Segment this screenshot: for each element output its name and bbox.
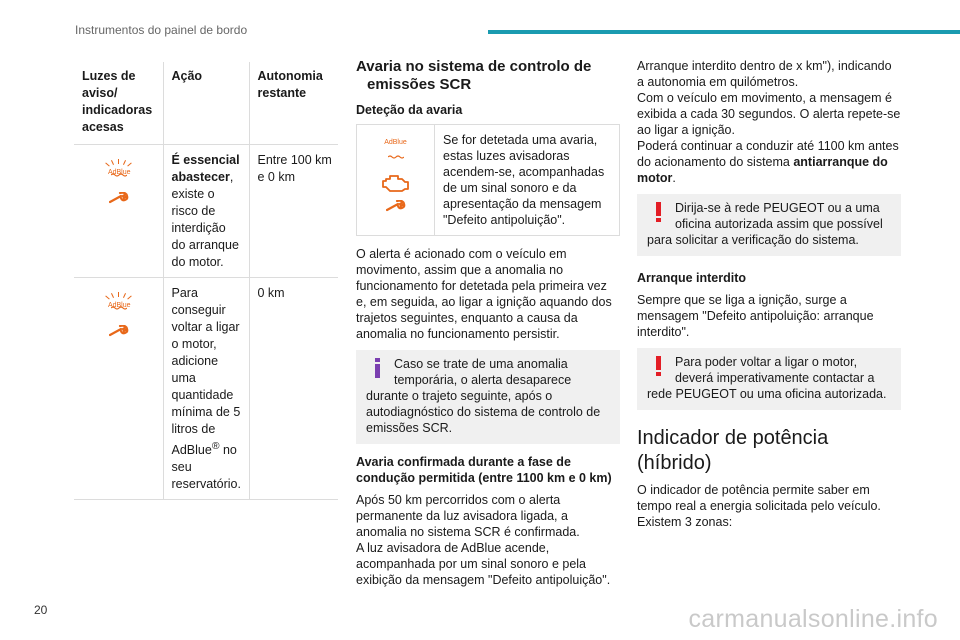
- table-cell-action: [163, 145, 249, 278]
- wrench-icon: [109, 192, 129, 204]
- paragraph-power: O indicador de potência permite saber em tempo real a energia solicitada pelo veículo.: [637, 483, 881, 513]
- action-text-end: no seu reservatório.: [171, 443, 241, 492]
- warning-note: [637, 348, 901, 410]
- header-accent-bar: [488, 30, 960, 34]
- continue-end: .: [672, 171, 676, 185]
- table-header-row: [74, 62, 338, 145]
- running-header: Instrumentos do painel de bordo: [75, 23, 248, 37]
- box-text: Se for detetada uma avaria, estas luzes avisadoras acendem-se, acompanhadas de um sinal sonoro e da apresentação da mensagem "Defeito antipoluição".: [443, 133, 605, 227]
- action-text: Para conseguir voltar a ligar o motor, adicione uma quantidade mínima de 5 litros de AdBlue: [171, 286, 241, 458]
- warning-lights-box: [356, 124, 620, 236]
- table-cell-autonomy: 0 km: [249, 278, 338, 500]
- adblue-wave-icon: [388, 155, 404, 159]
- continue-emphasis: antiarranque do motor: [637, 155, 888, 185]
- registered-mark: ®: [211, 441, 220, 452]
- adblue-flashing-icon: [102, 159, 136, 181]
- warning-lights-table: [74, 62, 338, 500]
- subheading-start-forbidden: Arranque interdito: [637, 271, 747, 285]
- table-cell-icons: [74, 145, 163, 278]
- paragraph-message: Com o veículo em movimento, a mensagem é exibida a cada 30 segundos. O alerta repete-se ao ligar a ignição.: [637, 91, 901, 137]
- paragraph-start-forbidden: Sempre que se liga a ignição, surge a mensagem "Defeito antipoluição: arranque interdito".: [637, 293, 874, 339]
- info-note: [356, 350, 620, 444]
- paragraph-confirmed: Após 50 km percorridos com o alerta permanente da luz avisadora ligada, a anomalia no sistema SCR é confirmada.: [356, 493, 580, 539]
- subheading-confirmed: Avaria confirmada durante a fase de condução permitida (entre 1100 km e 0 km): [356, 455, 612, 485]
- wrench-icon: [109, 325, 129, 337]
- engine-icon: [382, 172, 410, 194]
- table-header-action: Ação: [163, 62, 249, 145]
- paragraph-light: A luz avisadora de AdBlue acende, acompanhada por um sinal sonoro e pela exibição da mensagem "Defeito antipoluição".: [356, 541, 611, 587]
- table-cell-icons: [74, 278, 163, 500]
- table-row: [74, 145, 338, 278]
- column-3: [637, 58, 901, 538]
- warning-note-text: Para poder voltar a ligar o motor, deverá imperativamente contactar a rede PEUGEOT ou uma oficina autorizada.: [647, 355, 887, 401]
- warning-icon: [647, 354, 671, 378]
- section-heading-scr: Avaria no sistema de controlo de emissões SCR: [356, 58, 592, 93]
- warning-icon: [647, 200, 671, 224]
- warning-note-text: Dirija-se à rede PEUGEOT ou a uma oficina autorizada assim que possível para solicitar a verificação do sistema.: [647, 201, 883, 247]
- box-icons: [357, 125, 435, 235]
- paragraph-zones: Existem 3 zonas:: [637, 515, 733, 529]
- table-cell-action: [163, 278, 249, 500]
- page-number: 20: [34, 603, 48, 617]
- info-note-text: Caso se trate de uma anomalia temporária, o alerta desaparece durante o trajeto seguinte, após o autodiagnóstico do sistema de controlo de emissões SCR.: [366, 357, 601, 435]
- table-header-autonomy: Autonomia restante: [249, 62, 338, 145]
- adblue-label: AdBlue: [107, 302, 131, 309]
- action-emphasis: É essencial abastecer: [171, 153, 240, 184]
- adblue-flashing-icon: [102, 292, 136, 314]
- column-2: [356, 58, 620, 596]
- section-heading-power: Indicador de potência (híbrido): [637, 427, 829, 474]
- paragraph-alert: O alerta é acionado com o veículo em movimento, assim que a anomalia no funcionamento for detetada pela primeira vez e, em seguida, ao ligar a ignição aquando dos trajetos seguintes, enquanto a causa da anomalia no funcionamento persistir.: [356, 247, 612, 341]
- table-header-lights: Luzes de aviso/ indicadoras acesas: [74, 62, 163, 145]
- action-text: , existe o risco de interdição do arranque do motor.: [171, 170, 239, 269]
- table-cell-autonomy: Entre 100 km e 0 km: [249, 145, 338, 278]
- continue-text: Poderá continuar a conduzir até 1100 km antes do acionamento do sistema: [637, 139, 899, 169]
- warning-note: [637, 194, 901, 256]
- paragraph-autonomy: Arranque interdito dentro de x km"), indicando a autonomia em quilómetros.: [637, 59, 892, 89]
- adblue-icon: AdBlue: [384, 139, 407, 146]
- wrench-icon: [386, 200, 406, 212]
- adblue-label: AdBlue: [107, 169, 131, 176]
- info-icon: [366, 356, 390, 380]
- watermark: carmanualsonline.info: [688, 605, 938, 633]
- subheading-detection: Deteção da avaria: [356, 103, 463, 117]
- table-row: [74, 278, 338, 500]
- paragraph-continue: [637, 138, 901, 186]
